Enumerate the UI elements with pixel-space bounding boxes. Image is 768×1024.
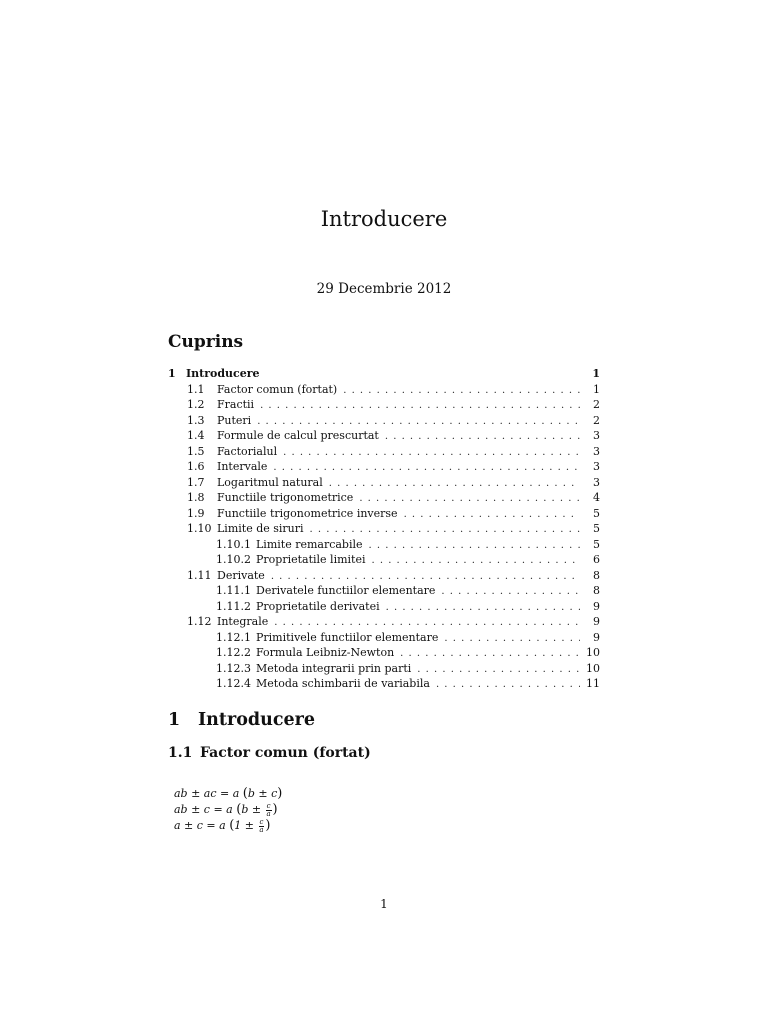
equation-2-lhs: ab ± c = a	[174, 803, 233, 816]
toc-entry-number: 1.10.2	[216, 553, 251, 566]
toc-entry-label: Factor comun (fortat)	[217, 382, 338, 396]
equation-3-fraction: $\frac{c}{a}$	[259, 817, 264, 834]
toc-dot-leader	[283, 445, 580, 461]
toc-entry[interactable]	[168, 428, 600, 444]
equation-1: ab ± ac = a (b ± c)	[174, 786, 283, 801]
toc-dot-leader	[273, 460, 580, 476]
toc-dot-leader	[436, 677, 580, 693]
toc-dot-leader	[441, 584, 580, 600]
toc-entry[interactable]	[168, 552, 600, 568]
toc-dot-leader	[386, 600, 580, 616]
toc-entry-page: 6	[593, 553, 600, 566]
toc-entry-label: Fractii	[217, 398, 255, 411]
table-of-contents	[168, 366, 600, 692]
toc-entry-page: 5	[593, 522, 600, 535]
toc-entry-page: 5	[593, 537, 600, 551]
section-heading	[168, 710, 315, 730]
toc-entry-label: Proprietatile limitei	[256, 553, 366, 566]
toc-dot-leader	[444, 631, 580, 647]
toc-entry-number: 1.9	[187, 506, 205, 520]
subsection-number: 1.1	[168, 745, 193, 761]
toc-entry-label: Functiile trigonometrice inverse	[217, 506, 398, 520]
toc-entry-page: 9	[593, 615, 600, 628]
toc-entry-label: Metoda schimbarii de variabila	[256, 677, 430, 690]
toc-entry-label: Functiile trigonometrice	[217, 491, 354, 504]
toc-dot-leader	[359, 491, 580, 507]
toc-dot-leader	[369, 538, 580, 554]
toc-entry-label: Primitivele functiilor elementare	[256, 630, 439, 644]
section-number: 1	[168, 710, 181, 730]
equation-2: ab ± c = a (b ± $\frac{c}{a}$ )	[174, 801, 278, 818]
toc-entry-page: 3	[593, 429, 600, 442]
toc-entry-number: 1.12.4	[216, 677, 251, 690]
toc-entry[interactable]	[168, 583, 600, 599]
toc-entry[interactable]	[168, 568, 600, 584]
equation-3-lhs: a ± c = a	[174, 819, 226, 832]
toc-entry-page: 10	[586, 646, 600, 659]
toc-entry-number: 1.2	[187, 398, 205, 411]
toc-entry-number: 1.6	[187, 460, 205, 473]
toc-entry-page: 3	[593, 475, 600, 489]
toc-entry[interactable]	[168, 521, 600, 537]
toc-entry[interactable]	[168, 475, 600, 491]
toc-entry[interactable]	[168, 366, 600, 382]
toc-entry[interactable]	[168, 676, 600, 692]
toc-entry[interactable]	[168, 630, 600, 646]
toc-entry-number: 1.8	[187, 491, 205, 504]
toc-entry[interactable]	[168, 413, 600, 429]
subsection-heading	[168, 745, 371, 761]
document-date: 29 Decembrie 2012	[316, 281, 452, 297]
toc-entry[interactable]	[168, 444, 600, 460]
toc-entry-label: Intervale	[217, 460, 268, 473]
toc-dot-leader	[260, 398, 580, 414]
toc-entry[interactable]	[168, 661, 600, 677]
toc-entry[interactable]	[168, 382, 600, 398]
toc-entry-label: Integrale	[217, 615, 269, 628]
toc-dot-leader	[400, 646, 580, 662]
toc-entry-number: 1.7	[187, 475, 205, 489]
toc-entry-page: 2	[593, 413, 600, 427]
equation-2-fraction: $\frac{c}{a}$	[266, 801, 271, 818]
toc-entry[interactable]	[168, 537, 600, 553]
toc-entry-number: 1.12	[187, 615, 212, 628]
toc-entry-label: Puteri	[217, 413, 252, 427]
equation-1-inner: b ± c	[247, 787, 278, 800]
equation-1-lhs: ab ± ac = a	[174, 787, 240, 800]
toc-entry-number: 1.11.1	[216, 584, 251, 597]
toc-entry[interactable]	[168, 397, 600, 413]
equation-3: a ± c = a (1 ± $\frac{c}{a}$ )	[174, 817, 271, 834]
toc-entry[interactable]	[168, 614, 600, 630]
toc-dot-leader	[257, 414, 580, 430]
section-title: Introducere	[198, 710, 315, 730]
toc-heading: Cuprins	[168, 332, 244, 352]
subsection-title: Factor comun (fortat)	[200, 745, 371, 761]
toc-dot-leader	[310, 522, 580, 538]
toc-entry-number: 1.3	[187, 413, 205, 427]
toc-entry-label: Logaritmul natural	[217, 475, 323, 489]
toc-entry-number: 1.12.1	[216, 630, 251, 644]
toc-entry-label: Metoda integrarii prin parti	[256, 661, 412, 675]
equation-3-inner: 1 ±	[234, 819, 258, 832]
toc-entry-page: 1	[593, 382, 600, 396]
toc-entry-page: 4	[593, 491, 600, 504]
toc-entry-number: 1.10	[187, 522, 212, 535]
toc-entry-label: Limite remarcabile	[256, 537, 363, 551]
toc-entry-label: Introducere	[186, 367, 260, 380]
toc-entry-page: 3	[593, 460, 600, 473]
toc-dot-leader	[343, 383, 580, 399]
toc-entry-page: 8	[593, 568, 600, 582]
toc-entry-number: 1	[168, 367, 176, 380]
toc-entry-page: 3	[593, 444, 600, 458]
toc-entry[interactable]	[168, 459, 600, 475]
toc-dot-leader	[385, 429, 580, 445]
toc-entry-label: Limite de siruri	[217, 522, 304, 535]
toc-dot-leader	[271, 569, 580, 585]
toc-entry-page: 2	[593, 398, 600, 411]
document-title: Introducere	[320, 207, 448, 231]
toc-dot-leader	[404, 507, 580, 523]
toc-entry-page: 1	[592, 367, 600, 380]
toc-entry-label: Factorialul	[217, 444, 278, 458]
toc-dot-leader	[329, 476, 580, 492]
toc-entry-page: 11	[586, 677, 600, 690]
toc-entry-page: 8	[593, 584, 600, 597]
toc-entry-label: Derivate	[217, 568, 265, 582]
toc-entry[interactable]	[168, 506, 600, 522]
toc-entry-page: 9	[593, 630, 600, 644]
toc-entry-number: 1.1	[187, 382, 205, 396]
toc-entry-number: 1.5	[187, 444, 205, 458]
toc-entry-number: 1.11	[187, 568, 212, 582]
equation-block	[174, 786, 282, 834]
toc-entry-number: 1.10.1	[216, 537, 251, 551]
toc-dot-leader	[417, 662, 580, 678]
toc-entry-page: 10	[586, 661, 600, 675]
equation-2-inner: b ±	[241, 803, 265, 816]
toc-entry-page: 9	[593, 599, 600, 613]
toc-entry-label: Formula Leibniz-Newton	[256, 646, 395, 659]
toc-dot-leader	[274, 615, 580, 631]
toc-entry[interactable]	[168, 490, 600, 506]
toc-entry-label: Proprietatile derivatei	[256, 599, 380, 613]
toc-entry-number: 1.12.3	[216, 661, 251, 675]
toc-entry-number: 1.4	[187, 429, 205, 442]
page-number: 1	[380, 897, 388, 911]
toc-dot-leader	[371, 553, 580, 569]
toc-entry-page: 5	[593, 506, 600, 520]
toc-entry-number: 1.12.2	[216, 646, 251, 659]
toc-entry[interactable]	[168, 599, 600, 615]
toc-entry-label: Derivatele functiilor elementare	[256, 584, 436, 597]
toc-entry-number: 1.11.2	[216, 599, 251, 613]
toc-entry-label: Formule de calcul prescurtat	[217, 429, 379, 442]
toc-entry[interactable]	[168, 645, 600, 661]
